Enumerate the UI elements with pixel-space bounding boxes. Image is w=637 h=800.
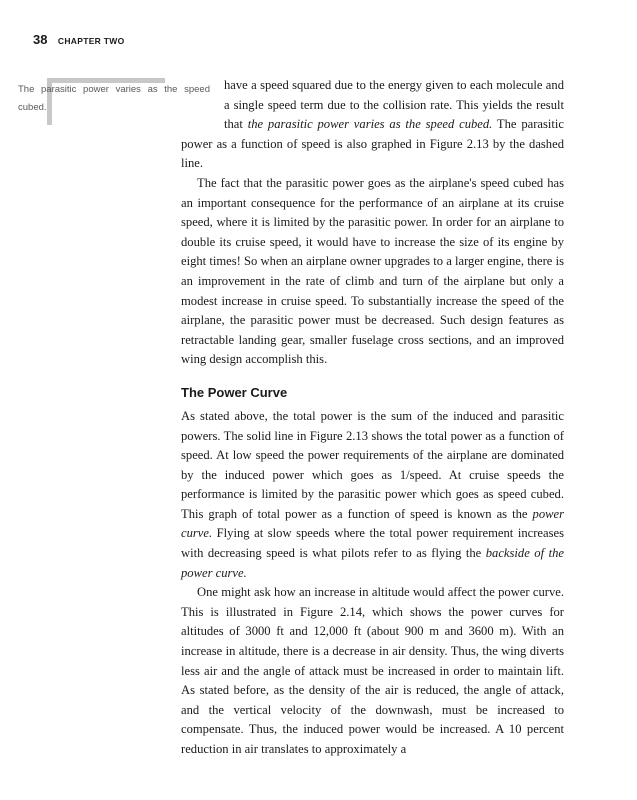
section-heading: The Power Curve — [181, 384, 288, 400]
margin-note-spacer — [181, 76, 224, 134]
paragraph-3-text: As stated above, the total power is the sum of the induced and parasitic powers. The solid line in Figure 2.13 shows the total power as a function of speed. At low speed the power requirements of the airplane are dominated by the induced power which goes as 1/speed. At cruise speeds the performance is limited by the parasitic power which goes as speed cubed. This graph of total power as a function of speed is known as the — [181, 408, 564, 521]
body-text — [181, 76, 564, 760]
paragraph-1-text-end: The parasitic power as a function of speed is also graphed in Figure 2.13 by the dashed line. — [181, 117, 564, 171]
paragraph-3-emphasis-power-curve: power curve. — [181, 506, 564, 541]
paragraph-3-text-middle: Flying at slow speeds where the total power requirement increases with decreasing speed is what pilots refer to as flying the — [181, 526, 564, 561]
paragraph-4: One might ask how an increase in altitude would affect the power curve. This is illustrated in Figure 2.14, which shows the power curves for altitudes of 3000 ft and 12,000 ft (about 900 m and 3600 m). With an increase in altitude, there is a decrease in air density. Thus, the wing diverts less air and the angle of attack must be increased in order to maintain lift. As stated before, as the density of the air is reduced, the angle of attack, and the vertical velocity of the downwash, must be increased to compensate. Thus, the induced power would be increased. A 10 percent reduction in air translates to approximately a — [181, 585, 564, 756]
paragraph-1 — [181, 76, 564, 174]
page-number: 38 — [33, 32, 48, 47]
paragraph-1-emphasis: the parasitic power varies as the speed cubed. — [247, 117, 493, 132]
chapter-label: CHAPTER TWO — [57, 36, 125, 46]
margin-note-text: The parasitic power varies as the speed cubed. — [18, 84, 210, 113]
paragraph-3 — [181, 407, 564, 583]
paragraph-3-emphasis-backside: backside of the power curve. — [181, 546, 564, 580]
paragraph-2: The fact that the parasitic power goes as the airplane's speed cubed has an important consequence for the performance of an airplane at its cruise speed, where it is limited by the parasitic power. In order for an airplane to double its cruise speed, it would have to increase the size of its engine by eight times! So when an airplane owner upgrades to a larger engine, there is an improvement in the rate of climb and turn of the airplane but only a modest increase in cruise speed. To substantially increase the speed of the airplane, the parasitic power must be decreased. Such design features as retractable landing gear, smaller fuselage cross sections, and an improved wing design accomplish this. — [181, 175, 564, 367]
paragraph-1-text: have a speed squared due to the energy given to each molecule and a single speed term due to the collision rate. This yields the result that — [224, 78, 564, 132]
running-head — [33, 31, 125, 49]
